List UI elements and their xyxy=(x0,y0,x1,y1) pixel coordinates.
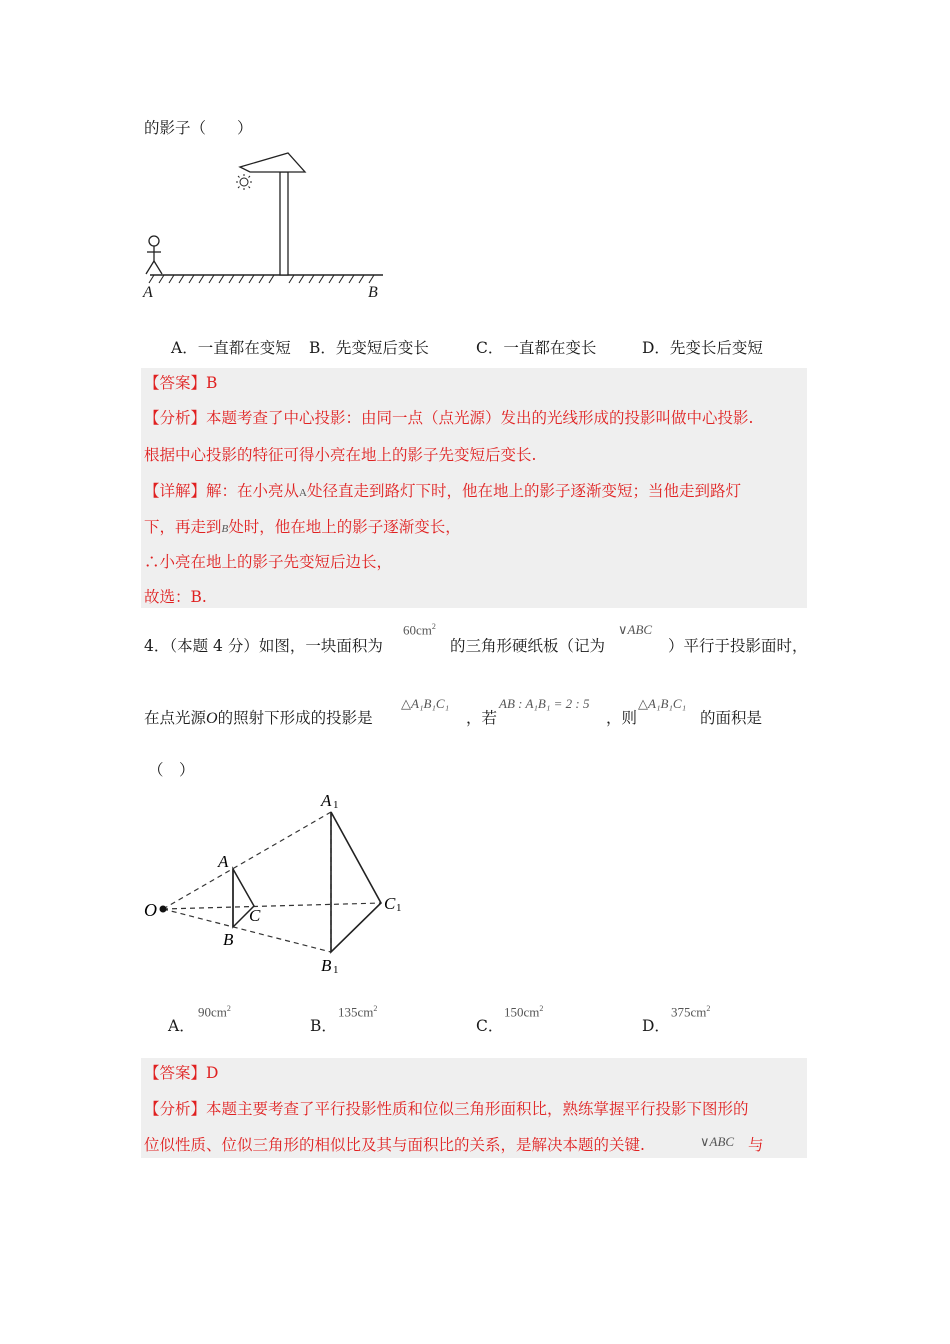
q4-triangle-a1b1c1: △A₁B₁C₁ xyxy=(401,696,450,711)
q4-option-a-letter[interactable]: A． xyxy=(168,1017,195,1035)
q4-analysis-triangle: ∨ABC xyxy=(700,1134,735,1149)
q4-line2-part3: ，若 xyxy=(466,709,498,727)
point-o-dot xyxy=(160,906,167,913)
answer-value: B xyxy=(206,374,218,392)
point-b-label: B xyxy=(368,284,378,301)
q4-analysis-line1: 【分析】本题主要考查了平行投影性质和位似三角形面积比，熟练掌握平行投影下图形的 xyxy=(144,1100,749,1118)
label-a1-sub: 1 xyxy=(333,799,339,811)
answer-tag: 【答案】 xyxy=(144,374,207,392)
streetlamp-figure xyxy=(140,145,390,305)
q4-stem-mid: 的三角形硬纸板（记为 xyxy=(450,637,606,655)
q4-analysis-line2: 位似性质、位似三角形的相似比及其与面积比的关系，是解决本题的关键. xyxy=(144,1136,645,1154)
q4-option-a-value[interactable]: $90cm^2$ xyxy=(198,1004,231,1020)
var-b: B xyxy=(221,523,229,535)
label-a: A xyxy=(218,852,229,871)
q3-detail-line4: 故选：B. xyxy=(144,588,207,606)
projection-figure xyxy=(140,790,420,980)
point-a-label: A xyxy=(143,284,153,301)
q4-answer xyxy=(144,1063,218,1083)
q3-option-c[interactable]: C．一直都在变长 xyxy=(476,339,597,357)
lamp-head xyxy=(240,153,305,172)
answer-tag: 【答案】 xyxy=(144,1064,207,1082)
q4-analysis-end: 与 xyxy=(748,1136,764,1154)
label-c: C xyxy=(249,906,261,925)
lamp-pole xyxy=(280,172,288,275)
detail-tag: 【详解】 xyxy=(144,482,207,500)
point-o: O xyxy=(206,710,218,727)
q3-option-a[interactable]: A．一直都在变短 xyxy=(171,339,291,357)
ground-hatching xyxy=(149,275,374,283)
label-b1-sub: 1 xyxy=(333,964,339,976)
label-a1: A xyxy=(321,791,332,810)
person-icon xyxy=(146,236,162,274)
q4-triangle-abc: ∨ABC xyxy=(618,622,653,637)
projection-rays xyxy=(163,812,381,952)
q4-area-value: $60cm^2$ xyxy=(403,622,436,638)
label-c1: C xyxy=(384,894,396,913)
q4-blank: （ ） xyxy=(148,761,195,779)
triangle-a1b1c1 xyxy=(331,812,381,952)
var-a: A xyxy=(299,487,307,499)
q3-analysis-line1: 【分析】本题考查了中心投影：由同一点（点光源）发出的光线形成的投影叫做中心投影. xyxy=(144,409,754,427)
analysis-tag: 【分析】 xyxy=(144,1100,207,1118)
q3-option-d[interactable]: D．先变长后变短 xyxy=(642,339,763,357)
q4-triangle-a1b1c1-b: △A₁B₁C₁ xyxy=(638,696,687,711)
q4-line2-part5: 的面积是 xyxy=(700,709,763,727)
q4-option-d-letter[interactable]: D． xyxy=(642,1017,670,1035)
light-bulb-icon xyxy=(236,174,252,190)
analysis-tag: 【分析】 xyxy=(144,409,207,427)
q4-line2-part1: 在点光源O的照射下形成的投影是 xyxy=(144,709,373,727)
answer-value: D xyxy=(206,1064,219,1082)
label-b1: B xyxy=(321,956,332,975)
q3-detail-line1: 【详解】解：在小亮从A处径直走到路灯下时，他在地上的影子逐渐变短；当他走到路灯 xyxy=(144,482,741,500)
label-o: O xyxy=(144,900,157,920)
question3-stem-tail: 的影子（ ） xyxy=(144,119,253,137)
label-b: B xyxy=(223,930,234,949)
q4-option-c-value[interactable]: $150cm^2$ xyxy=(504,1004,544,1020)
q4-option-d-value[interactable]: $375cm^2$ xyxy=(671,1004,711,1020)
q4-option-b-value[interactable]: $135cm^2$ xyxy=(338,1004,378,1020)
q4-option-c-letter[interactable]: C． xyxy=(476,1017,504,1035)
q4-ratio: AB : A₁B₁ = 2 : 5 xyxy=(499,696,590,711)
label-c1-sub: 1 xyxy=(396,902,402,914)
q4-stem-end: ）平行于投影面时， xyxy=(668,637,808,655)
q4-option-b-letter[interactable]: B． xyxy=(310,1017,337,1035)
q4-line2-part4: ，则 xyxy=(606,709,638,727)
q3-answer xyxy=(144,373,217,393)
q3-option-b[interactable]: B．先变短后变长 xyxy=(309,339,429,357)
q3-detail-line2: 下，再走到B处时，他在地上的影子逐渐变长， xyxy=(144,518,461,536)
q3-analysis-line2: 根据中心投影的特征可得小亮在地上的影子先变短后变长. xyxy=(144,446,537,464)
q3-detail-line3: ∴小亮在地上的影子先变短后边长， xyxy=(144,553,393,571)
q4-number: 4．（本题 4 分）如图，一块面积为 xyxy=(144,637,383,655)
